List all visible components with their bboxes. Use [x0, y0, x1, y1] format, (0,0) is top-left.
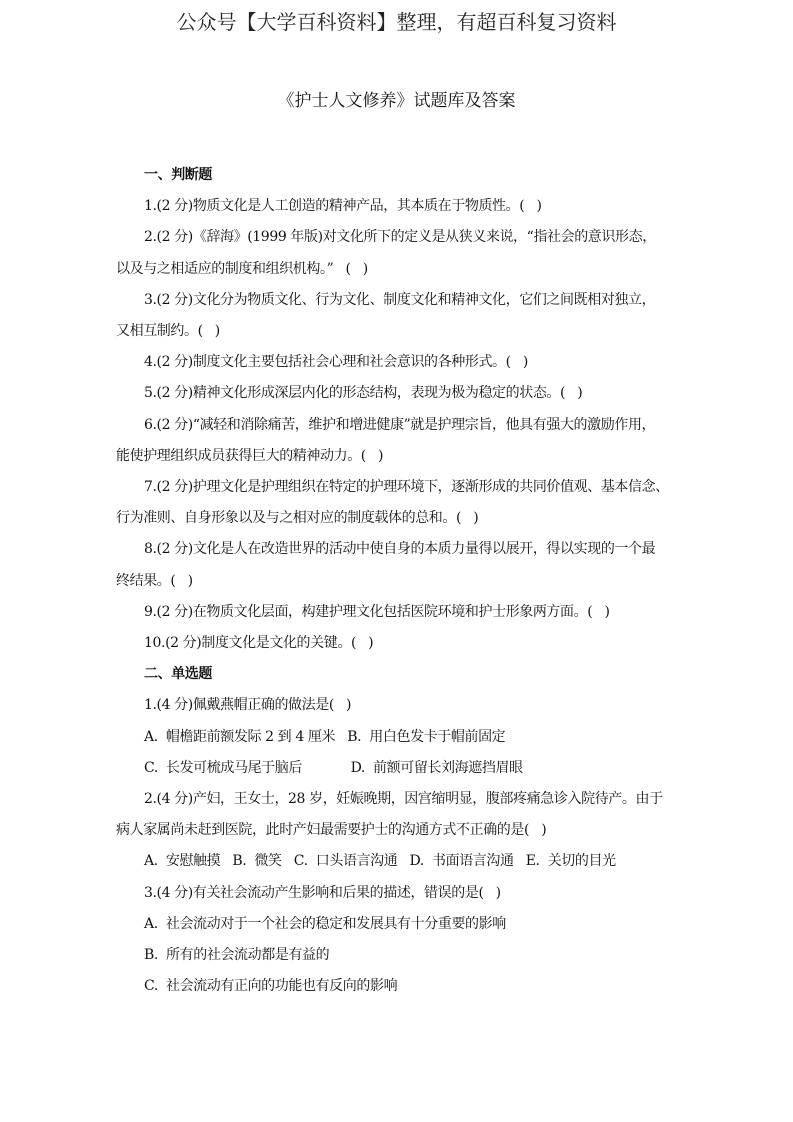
question-line: 10.(2 分)制度文化是文化的关键。( ): [144, 635, 374, 652]
question-line: 3.(2 分)文化分为物质文化、行为文化、制度文化和精神文化，它们之间既相对独立，: [144, 291, 656, 308]
question-line: C. 社会流动有正向的功能也有反向的影响: [144, 978, 398, 995]
question-line: 行为准则、自身形象以及与之相对应的制度载体的总和。( ): [116, 510, 479, 527]
question-line: 能使护理组织成员获得巨大的精神动力。( ): [116, 447, 384, 464]
question-line: 7.(2 分)护理文化是护理组织在特定的护理环境下，逐渐形成的共同价值观、基本信念、: [144, 479, 669, 496]
question-line: A. 安慰触摸 B. 微笑 C. 口头语言沟通 D. 书面语言沟通 E. 关切的目光: [144, 853, 616, 870]
document-body: [116, 160, 678, 1002]
question-line: 1.(2 分)物质文化是人工创造的精神产品，其本质在于物质性。( ): [144, 198, 542, 215]
question-line: C. 长发可梳成马尾于脑后 D. 前额可留长刘海遮挡眉眼: [144, 759, 523, 776]
question-line: B. 所有的社会流动都是有益的: [144, 947, 330, 964]
question-line: 5.(2 分)精神文化形成深层内化的形态结构，表现为极为稳定的状态。( ): [144, 385, 583, 402]
question-line: 2.(4 分)产妇，王女士，28 岁，妊娠晚期，因宫缩明显，腹部疼痛急诊入院待产。由于: [144, 791, 663, 808]
question-line: A. 帽檐距前额发际 2 到 4 厘米 B. 用白色发卡于帽前固定: [144, 728, 506, 745]
question-line: A. 社会流动对于一个社会的稳定和发展具有十分重要的影响: [144, 915, 506, 932]
section-heading: 二、单选题: [144, 666, 212, 683]
question-line: 病人家属尚未赶到医院，此时产妇最需要护士的沟通方式不正确的是( ): [116, 822, 547, 839]
document-title: 《护士人文修养》试题库及答案: [277, 91, 516, 111]
question-line: 4.(2 分)制度文化主要包括社会心理和社会意识的各种形式。( ): [144, 354, 528, 371]
question-line: 以及与之相适应的制度和组织机构。” ( ): [116, 260, 368, 277]
question-line: 3.(4 分)有关社会流动产生影响和后果的描述，错误的是( ): [144, 884, 501, 901]
section-heading: 一、判断题: [144, 167, 212, 183]
question-line: 8.(2 分)文化是人在改造世界的活动中使自身的本质力量得以展开，得以实现的一个最: [144, 541, 656, 558]
question-line: 终结果。( ): [116, 572, 193, 589]
question-line: 2.(2 分)《辞海》(1999 年版)对文化所下的定义是从狭义来说，“指社会的意识形态，: [144, 229, 656, 246]
question-line: 6.(2 分)“减轻和消除痛苦，维护和增进健康”就是护理宗旨，他具有强大的激励作用，: [144, 416, 656, 433]
question-line: 1.(4 分)佩戴燕帽正确的做法是( ): [144, 697, 352, 714]
page-header: 公众号【大学百科资料】整理，有超百科复习资料: [176, 10, 617, 34]
question-line: 又相互制约。( ): [116, 323, 220, 340]
question-line: 9.(2 分)在物质文化层面，构建护理文化包括医院环境和护士形象两方面。( ): [144, 603, 610, 620]
